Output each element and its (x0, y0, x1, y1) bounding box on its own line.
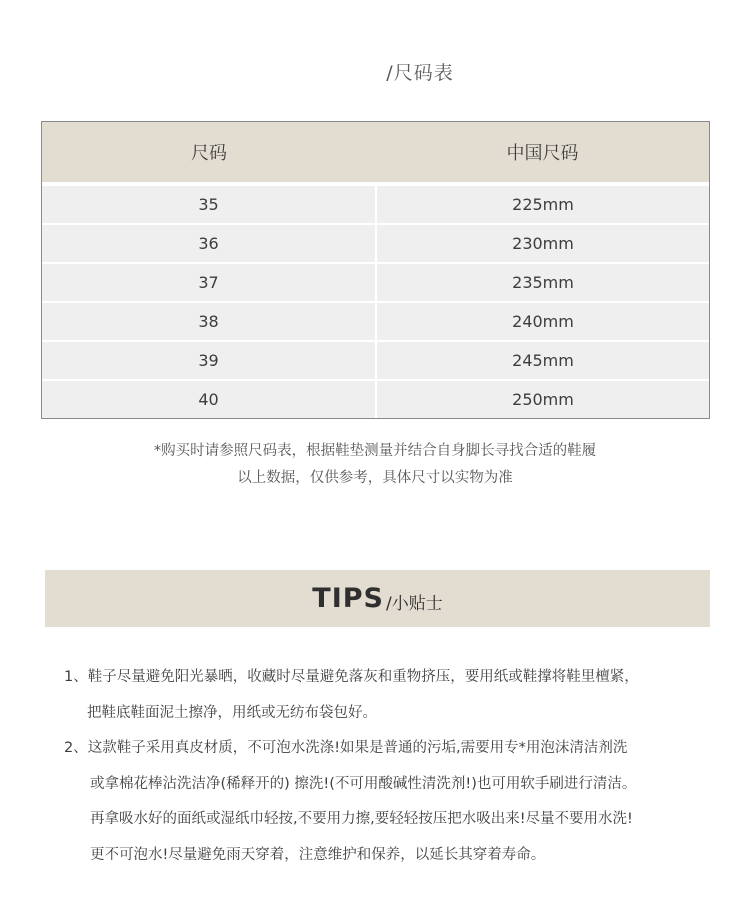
size-table (41, 121, 710, 419)
size-cell: 35 (42, 186, 375, 223)
size-cell: 37 (42, 264, 375, 301)
tip-line: 再拿吸水好的面纸或湿纸巾轻按,不要用力擦,要轻轻按压把水吸出来!尽量不要用水洗! (90, 811, 633, 827)
tips-subtitle: /小贴士 (385, 594, 443, 614)
table-header (42, 122, 709, 184)
size-cell: 38 (42, 303, 375, 340)
note-line-1: *购买时请参照尺码表，根据鞋垫测量并结合自身脚长寻找合适的鞋履 (153, 443, 597, 459)
table-row (42, 381, 709, 418)
header-china-size: 中国尺码 (506, 143, 579, 164)
china-size-cell: 245mm (377, 342, 709, 379)
table-row (42, 303, 709, 340)
note-line-2: 以上数据，仅供参考，具体尺寸以实物为准 (237, 470, 513, 486)
tips-list (64, 660, 714, 873)
table-row (42, 225, 709, 262)
size-note (0, 438, 750, 492)
china-size-cell: 230mm (377, 225, 709, 262)
tip-line: 或拿棉花棒沾洗洁净(稀释开的) 擦洗!(不可用酸碱性清洗剂!)也可用软手刷进行清洁。 (90, 775, 637, 792)
table-row (42, 264, 709, 301)
table-row (42, 186, 709, 223)
china-size-cell: 240mm (377, 303, 709, 340)
size-chart-title: /尺码表 (386, 62, 454, 84)
table-row (42, 342, 709, 379)
header-size: 尺码 (191, 143, 227, 164)
china-size-cell: 250mm (377, 381, 709, 418)
tips-banner (45, 570, 710, 627)
tip-line: 更不可泡水!尽量避免雨天穿着，注意维护和保养，以延长其穿着寿命。 (90, 846, 546, 863)
china-size-cell: 225mm (377, 186, 709, 223)
tip-line: 2、这款鞋子采用真皮材质，不可泡水洗涤!如果是普通的污垢,需要用专*用泡沫清洁剂洗 (64, 740, 628, 756)
size-cell: 39 (42, 342, 375, 379)
tip-line: 把鞋底鞋面泥土擦净，用纸或无纺布袋包好。 (87, 704, 377, 721)
size-cell: 40 (42, 381, 375, 418)
tips-title: TIPS (312, 583, 384, 614)
china-size-cell: 235mm (377, 264, 709, 301)
size-cell: 36 (42, 225, 375, 262)
tip-line: 1、鞋子尽量避免阳光暴晒，收藏时尽量避免落灰和重物挤压，要用纸或鞋撑将鞋里檀紧， (64, 669, 639, 685)
